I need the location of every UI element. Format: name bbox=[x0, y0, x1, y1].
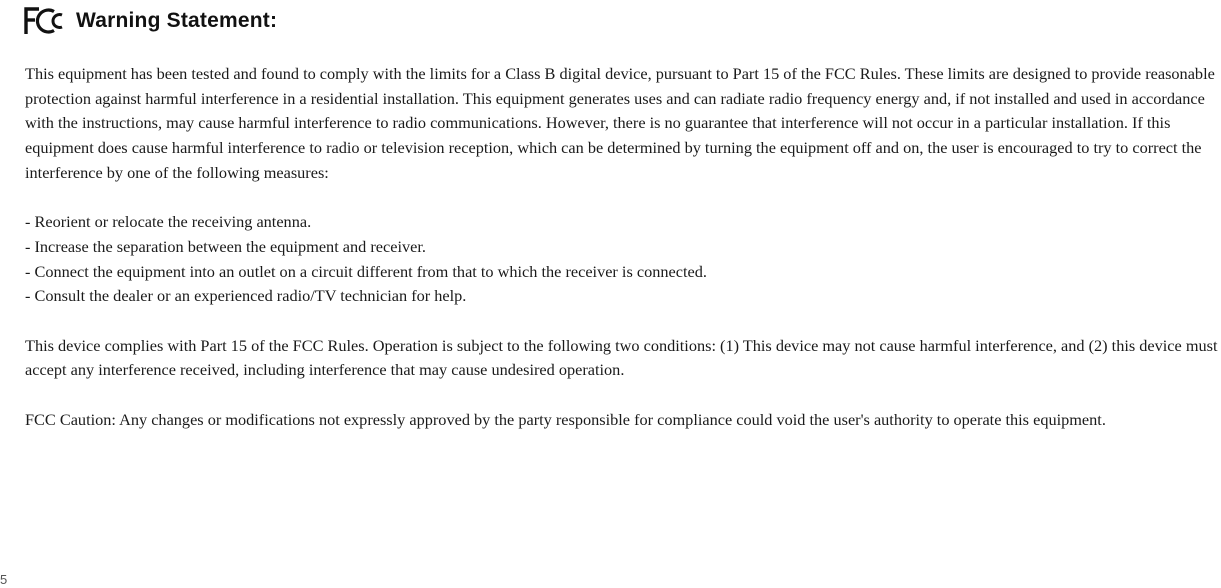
measures-list bbox=[25, 210, 1219, 309]
list-item: - Connect the equipment into an outlet on a circuit different from that to which the receiver is connected. bbox=[25, 261, 707, 281]
page-title: Warning Statement: bbox=[76, 9, 278, 32]
list-item: - Increase the separation between the equipment and receiver. bbox=[25, 236, 426, 256]
fcc-logo-icon bbox=[24, 6, 70, 36]
compliance-paragraph: This equipment has been tested and found to comply with the limits for a Class B digital device, pursuant to Part 15 of the FCC Rules. These limits are designed to provide reasonable protection against harmful interference in a residential installation. This equipment generates uses and can radiate radio frequency energy and, if not installed and used in accordance with the instructions, may cause harmful interference to radio communications. However, there is no guarantee that interference will not occur in a particular installation. If this equipment does cause harmful interference to radio or television reception, which can be determined by turning the equipment off and on, the user is encouraged to try to correct the interference by one of the following measures: bbox=[25, 64, 1215, 182]
list-item: - Consult the dealer or an experienced radio/TV technician for help. bbox=[25, 286, 467, 306]
page-number: 5 bbox=[0, 572, 8, 587]
list-item: - Reorient or relocate the receiving antenna. bbox=[25, 212, 312, 232]
caution-paragraph: FCC Caution: Any changes or modifications not expressly approved by the party responsible for compliance could void the user's authority to operate this equipment. bbox=[25, 409, 1106, 429]
document-header bbox=[24, 6, 277, 36]
conditions-paragraph: This device complies with Part 15 of the FCC Rules. Operation is subject to the following two conditions: (1) This device may not cause harmful interference, and (2) this device must accept any interference received, including interference that may cause undesired operation. bbox=[25, 335, 1218, 380]
document-body bbox=[25, 62, 1219, 457]
